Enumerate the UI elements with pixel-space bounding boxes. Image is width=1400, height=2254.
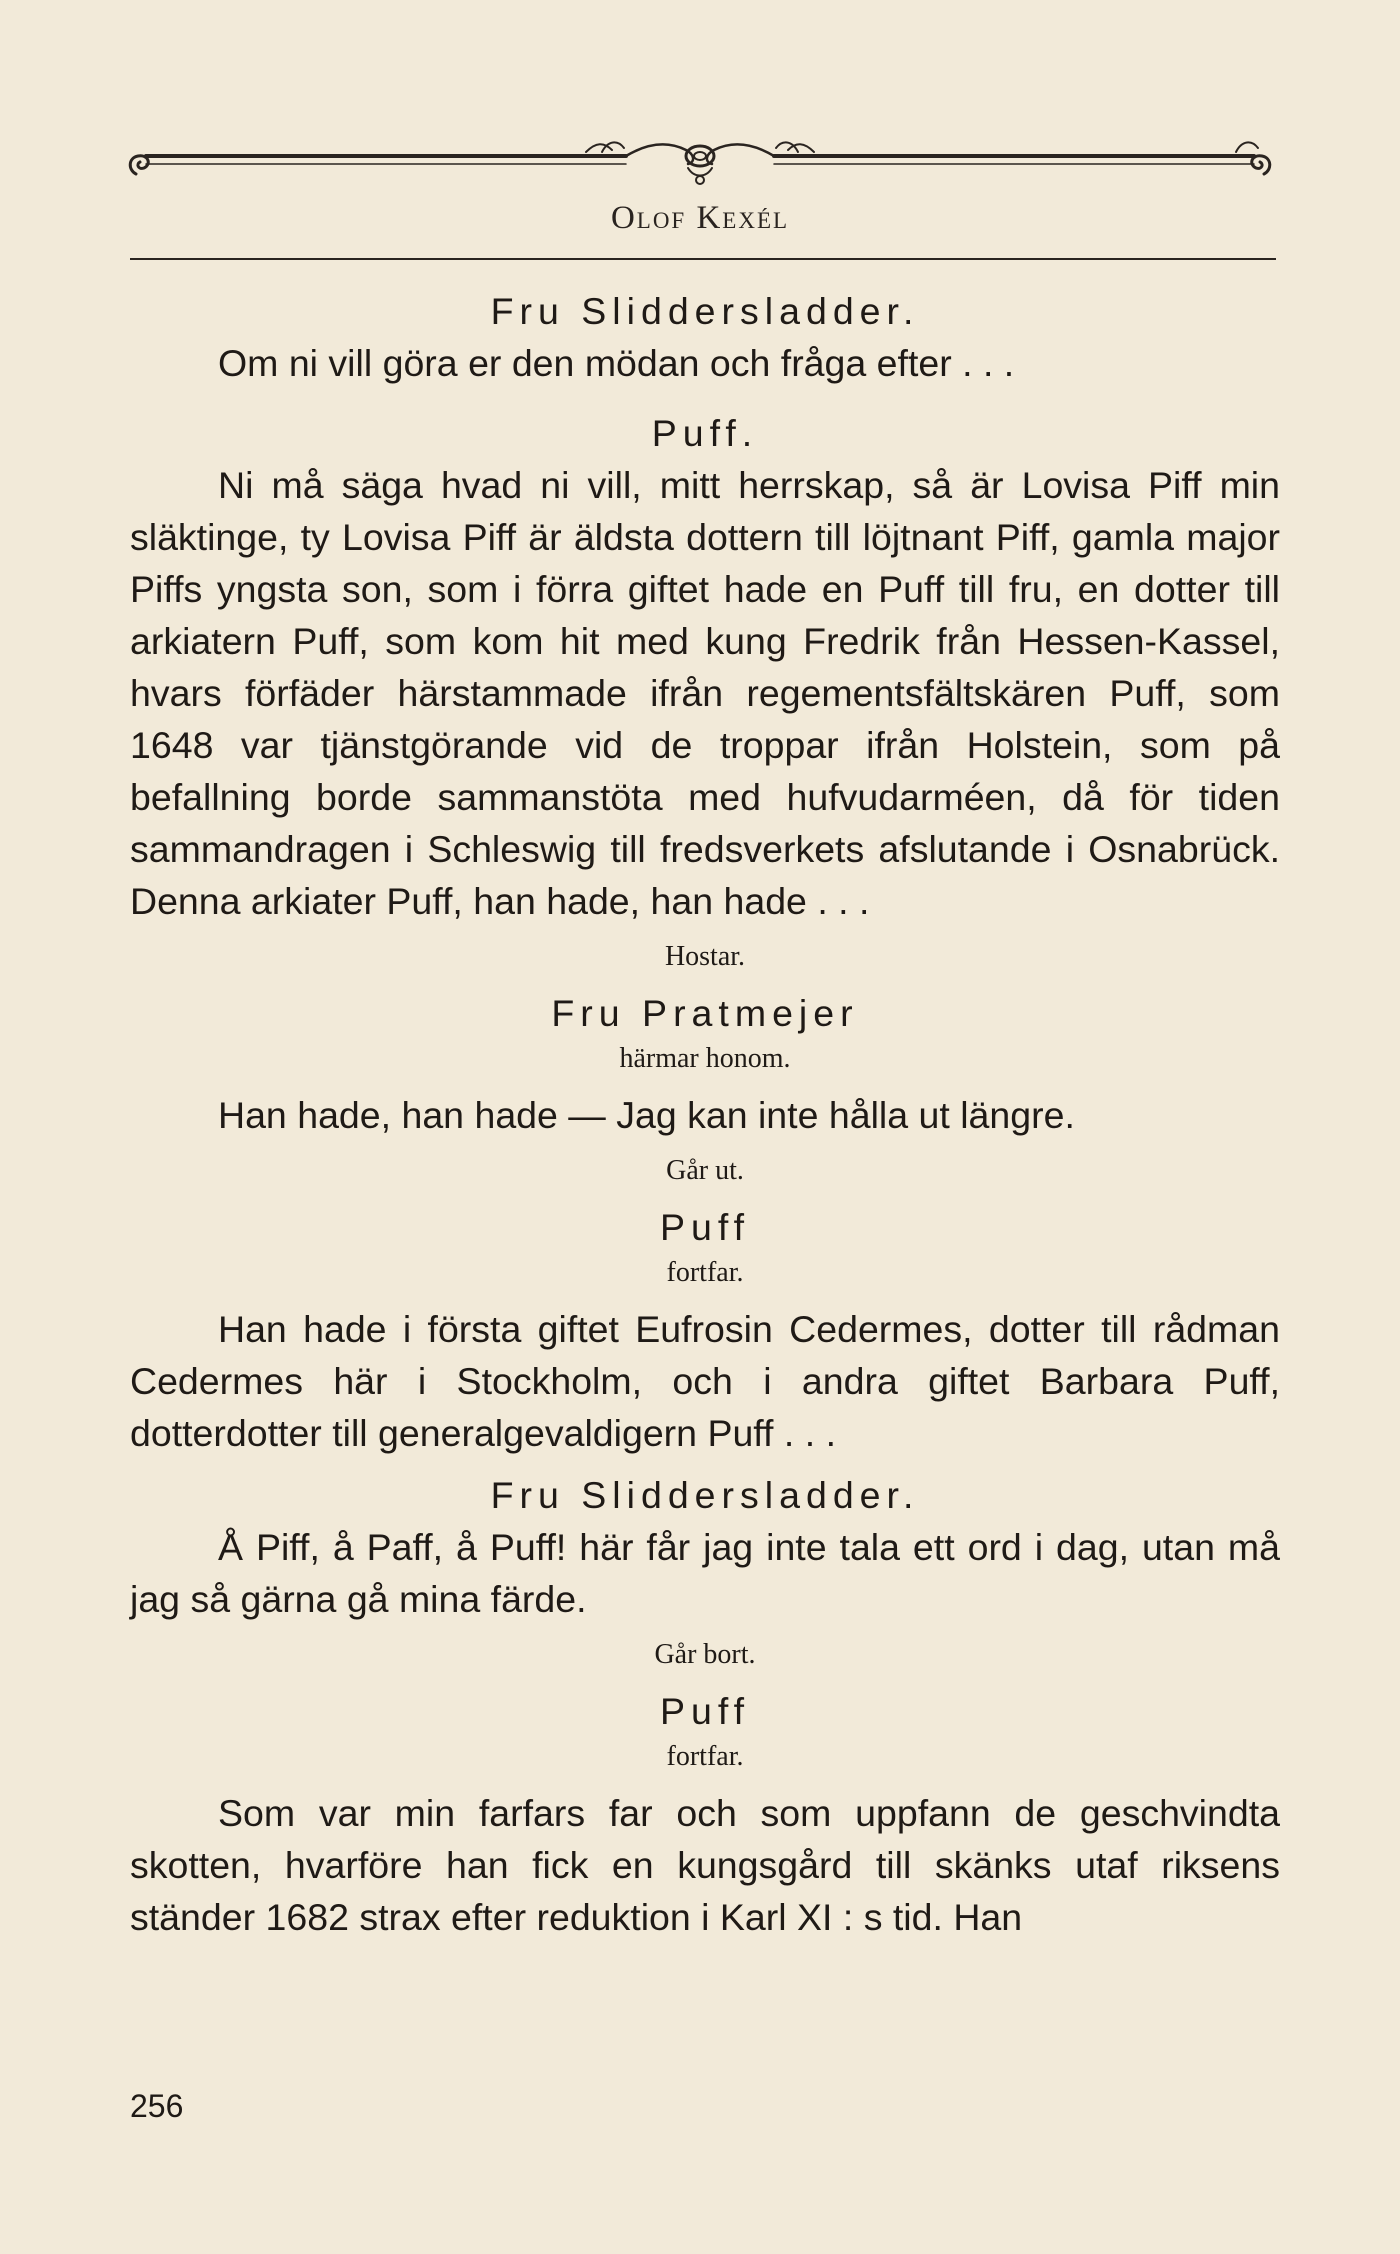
running-title: Olof Kexél bbox=[610, 200, 790, 236]
page-number: 256 bbox=[130, 2088, 184, 2124]
speaker-name: Fru Sliddersladder. bbox=[490, 1474, 920, 1516]
speech-paragraph: Som var min farfars far och som uppfann de geschvindta skotten, hvarföre han fick en kungsgård till skänks utaf riksens ständer 1682 strax efter reduktion i Karl XI : s tid. Han bbox=[130, 1792, 1280, 1938]
speaker-name: Fru Pratmejer bbox=[551, 992, 859, 1034]
body-text bbox=[130, 285, 1280, 1943]
speaker-name: Puff. bbox=[651, 412, 759, 454]
speaker-name: Fru Sliddersladder. bbox=[490, 290, 920, 332]
speech-paragraph: Om ni vill göra er den mödan och fråga efter . . . bbox=[218, 342, 1015, 384]
stage-direction: Hostar. bbox=[664, 941, 746, 972]
speech-paragraph: Å Piff, å Paff, å Puff! här får jag inte tala ett ord i dag, utan må jag så gärna gå mina färde. bbox=[130, 1526, 1280, 1620]
speech-paragraph: Ni må säga hvad ni vill, mitt herrskap, så är Lovisa Piff min släktinge, ty Lovisa Piff är äldsta dottern till löjtnant Piff, gamla major Piffs yngsta son, som i förra giftet hade en Puff till fru, en dotter till arkiatern Puff, som kom hit med kung Fredrik från Hessen-Kassel, hvars förfäder härstammade ifrån regementsfältskären Puff, som 1648 var tjänstgörande vid de troppar ifrån Holstein, som på befallning borde sammanstöta med hufvudarméen, då för tiden sammandragen i Schleswig till fredsverkets afslutande i Osnabrück. Denna arkiater Puff, han hade, han hade . . . bbox=[130, 464, 1280, 922]
speaker-name: Puff bbox=[659, 1206, 751, 1248]
speech-paragraph: Han hade, han hade — Jag kan inte hålla ut längre. bbox=[218, 1094, 1075, 1136]
speaker-name: Puff bbox=[659, 1690, 751, 1732]
ornamental-headpiece bbox=[126, 134, 1274, 190]
stage-direction: fortfar. bbox=[666, 1741, 744, 1772]
stage-direction: Går bort. bbox=[654, 1639, 756, 1670]
stage-direction: Går ut. bbox=[666, 1155, 744, 1186]
speech-paragraph: Han hade i första giftet Eufrosin Cedermes, dotter till rådman Cedermes här i Stockholm, och i andra giftet Barbara Puff, dotterdotter till generalgevaldigern Puff . . . bbox=[130, 1308, 1280, 1454]
header-rule bbox=[130, 258, 1276, 260]
stage-direction: fortfar. bbox=[666, 1257, 744, 1288]
stage-direction: härmar honom. bbox=[619, 1043, 791, 1074]
